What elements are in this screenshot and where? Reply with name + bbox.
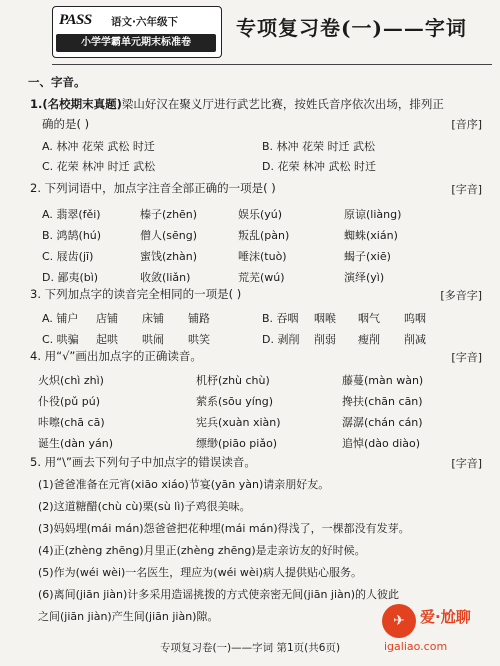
q4-item: 咔嚓(chā cā) <box>38 416 105 429</box>
q2-option-item: 榛子(zhēn) <box>140 208 198 221</box>
q3-option-item: 哄笑 <box>188 333 210 346</box>
q5-sentence: (3)妈妈埋(mái mán)怨爸爸把花种埋(mái mán)得浅了，一棵都没有发芽。 <box>38 522 410 535</box>
q4-item: 藤蔓(màn wàn) <box>342 374 424 387</box>
q3-option-item: 起哄 <box>96 333 118 346</box>
q3-option-item: 店铺 <box>96 312 118 325</box>
q3-option-item: 削减 <box>404 333 426 346</box>
q3-option-item: D. 剥削 <box>262 333 300 346</box>
q5-sentence: (2)这道糖醋(chù cù)栗(sù lì)子鸡很美味。 <box>38 500 251 513</box>
q2-option-item: 僧人(sēng) <box>140 229 198 242</box>
q1-text-2: 确的是( ) <box>42 117 90 131</box>
series-label: 小学学霸单元期末标准卷 <box>56 34 216 52</box>
q4-item: 缥缈(piāo piǎo) <box>196 437 278 450</box>
q1-option-d: D. 花荣 林冲 武松 时迁 <box>262 160 376 173</box>
q2-option-item: 原谅(liàng) <box>344 208 402 221</box>
q4-item: 宪兵(xuàn xiàn) <box>196 416 281 429</box>
q3-option-item: 床铺 <box>142 312 164 325</box>
page-title: 专项复习卷(一)——字词 <box>236 16 467 40</box>
q4-tag: [字音] <box>451 351 482 364</box>
header-divider <box>52 64 492 65</box>
section-heading: 一、字音。 <box>28 75 86 89</box>
q1-option-c: C. 花荣 林冲 时迁 武松 <box>42 160 156 173</box>
q2-tag: [字音] <box>451 183 482 196</box>
q3-option-item: C. 哄骗 <box>42 333 79 346</box>
q3-option-item: 咽气 <box>358 312 380 325</box>
q2-option-item: D. 鄙夷(bì) <box>42 271 99 284</box>
q5-sentence: (1)爸爸准备在元宵(xiāo xiáo)节宴(yān yàn)请亲朋好友。 <box>38 478 330 491</box>
q2-option-item: 收敛(liǎn) <box>140 271 191 284</box>
grade-label: 语文·六年级下 <box>111 16 178 28</box>
page-footer: 专项复习卷(一)——字词 第1页(共6页) <box>159 642 341 654</box>
q2-option-item: B. 鸿鹄(hú) <box>42 229 102 242</box>
q3-option-item: 瘦削 <box>358 333 380 346</box>
q4-item: 仆役(pǔ pú) <box>38 395 100 408</box>
header <box>52 6 492 60</box>
question-1 <box>30 94 444 114</box>
q3-text: 3. 下列加点字的读音完全相同的一项是( ) <box>30 287 242 301</box>
q4-item: 潺潺(chán cán) <box>342 416 423 429</box>
q1-text: 梁山好汉在聚义厅进行武艺比赛，按姓氏音序依次出场，排列正 <box>121 97 444 111</box>
q3-option-item: A. 铺户 <box>42 312 79 325</box>
q5-sentence: (5)作为(wéi wèi)一名医生，理应为(wéi wèi)病人提供贴心服务。 <box>38 566 363 579</box>
header-badge <box>52 6 222 58</box>
q5-sentence: (4)正(zhèng zhēng)月里正(zhèng zhēng)是走亲访友的好时候。 <box>38 544 366 557</box>
q3-option-item: 咽喉 <box>314 312 336 325</box>
q3-option-item: 呜咽 <box>404 312 426 325</box>
q5-tag: [字音] <box>451 457 482 470</box>
q4-item: 追悼(dào diào) <box>342 437 421 450</box>
q1-option-b: B. 林冲 花荣 时迁 武松 <box>262 140 376 153</box>
q3-option-item: 削弱 <box>314 333 336 346</box>
q2-option-item: 荒芜(wú) <box>238 271 285 284</box>
pass-logo: PASS <box>59 12 92 28</box>
q1-number: 1. <box>30 97 43 111</box>
q2-option-item: 叛乱(pàn) <box>238 229 290 242</box>
q2-option-item: C. 屐齿(jī) <box>42 250 94 263</box>
q3-option-item: 哄闹 <box>142 333 164 346</box>
q4-item: 搀扶(chān cān) <box>342 395 423 408</box>
q2-option-item: 蜘蛛(xián) <box>344 229 398 242</box>
q5-sentence: (6)离间(jiān jiàn)计多采用造谣挑拨的方式使亲密无间(jiān jiàn)的人彼此 <box>38 588 400 601</box>
q4-text: 4. 用“√”画出加点字的正确读音。 <box>30 349 202 363</box>
watermark-logo-icon: ✈ <box>382 604 416 638</box>
q5-text: 5. 用“\”画去下列句子中加点字的错误读音。 <box>30 455 256 469</box>
q2-option-item: 蜜饯(zhàn) <box>140 250 198 263</box>
q3-option-item: B. 吞咽 <box>262 312 299 325</box>
q2-option-item: 唾沫(tuò) <box>238 250 287 263</box>
q3-tag: [多音字] <box>440 289 482 302</box>
watermark-url: igaliao.com <box>384 640 448 653</box>
q3-option-item: 铺路 <box>188 312 210 325</box>
q2-option-item: 娱乐(yú) <box>238 208 283 221</box>
q4-item: 萦系(sōu yíng) <box>196 395 274 408</box>
q1-option-a: A. 林冲 花荣 武松 时迁 <box>42 140 155 153</box>
watermark-brand: 爱·尬聊 <box>420 608 471 626</box>
q4-item: 火炽(chì zhì) <box>38 374 104 387</box>
q1-source: (名校期末真题) <box>42 97 122 111</box>
q4-item: 机杼(zhù chù) <box>196 374 270 387</box>
q2-option-item: 蝎子(xiē) <box>344 250 391 263</box>
q4-item: 诞生(dàn yán) <box>38 437 113 450</box>
watermark <box>382 600 492 656</box>
q2-option-item: A. 翡翠(fěi) <box>42 208 101 221</box>
q2-text: 2. 下列词语中，加点字注音全部正确的一项是( ) <box>30 181 276 195</box>
q2-option-item: 演绎(yì) <box>344 271 385 284</box>
q1-tag: [音序] <box>451 118 482 131</box>
q5-sentence: 之间(jiān jiàn)产生间(jiān jiàn)隙。 <box>38 610 219 623</box>
